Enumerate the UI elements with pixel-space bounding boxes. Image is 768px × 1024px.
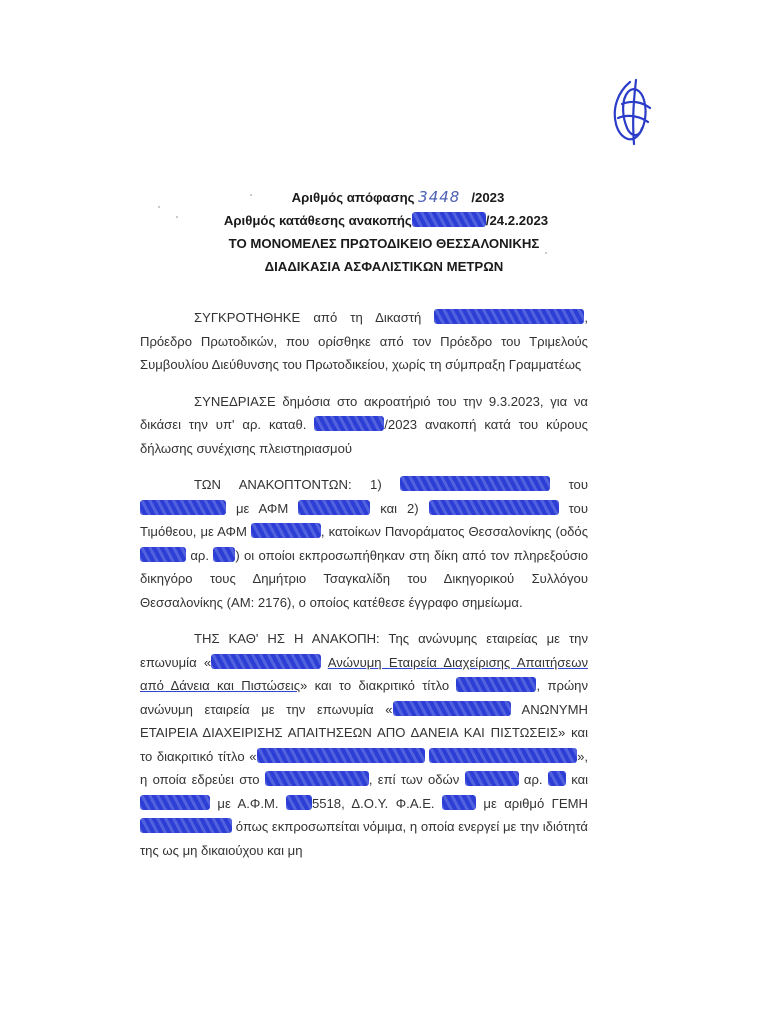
redaction (213, 547, 235, 562)
document-body (140, 306, 588, 875)
decision-label: Αριθμός απόφασης (291, 190, 415, 205)
redaction (211, 654, 321, 669)
redaction (140, 818, 232, 833)
redaction (393, 701, 511, 716)
redaction (412, 212, 486, 227)
redaction (429, 500, 559, 515)
redaction (251, 523, 321, 538)
redaction (429, 748, 577, 763)
redaction (298, 500, 370, 515)
redaction (434, 309, 584, 324)
decision-number: 3448 (418, 188, 461, 206)
redaction (442, 795, 476, 810)
redaction (265, 771, 369, 786)
paragraph-composition: ΣΥΓΚΡΟΤΗΘΗΚΕ από τη Δικαστή , Πρόεδρο Πρωτοδικών, που ορίσθηκε από τον Πρόεδρο του Τριμελούς Συμβουλίου Διεύθυνσης του Πρωτοδικείου, χωρίς τη σύμπραξη Γραμματέως (140, 310, 589, 372)
redaction (257, 748, 425, 763)
procedure-title: ΔΙΑΔΙΚΑΣΙΑ ΑΣΦΑΛΙΣΤΙΚΩΝ ΜΕΤΡΩΝ (264, 259, 504, 274)
redaction (140, 500, 226, 515)
filing-label: Αριθμός κατάθεσης ανακοπής (223, 213, 412, 228)
redaction (314, 416, 384, 431)
court-title: ΤΟ ΜΟΝΟΜΕΛΕΣ ΠΡΩΤΟΔΙΚΕΙΟ ΘΕΣΣΑΛΟΝΙΚΗΣ (228, 236, 540, 251)
redaction (465, 771, 519, 786)
filing-number-line (0, 209, 768, 232)
redaction (140, 547, 186, 562)
paragraph-session: ΣΥΝΕΔΡΙΑΣΕ δημόσια στο ακροατήριό του την 9.3.2023, για να δικάσει την υπ' αρ. καταθ. /2023 ανακοπή κατά του κύρους δήλωσης συνέχισης πλειστηριασμού (140, 393, 588, 456)
handwritten-signature (608, 78, 656, 146)
paragraph-appellants: ΤΩΝ ΑΝΑΚΟΠΤΟΝΤΩΝ: 1) του με ΑΦΜ και 2) του Τιμόθεου, με ΑΦΜ , κατοίκων Πανοράματος Θεσσαλονίκης (οδός αρ. ) οι οποίοι εκπροσωπήθηκαν στη δίκη από τον πληρεξούσιο δικηγόρο τους Δημήτριο Τσαγκαλίδη του Δικηγορικού Συλλόγου Θεσσαλονίκης (ΑΜ: 2176), ο οποίος κατέθεσε έγγραφο σημείωμα. (140, 477, 589, 610)
redaction (548, 771, 566, 786)
paragraph-respondent: ΤΗΣ ΚΑΘ' ΗΣ Η ΑΝΑΚΟΠΗ: Της ανώνυμης εταιρείας με την επωνυμία « Ανώνυμη Εταιρεία Διαχείρισης Απαιτήσεων από Δάνεια και Πιστώσεις» και το διακριτικό τίτλο , πρώην ανώνυμη εταιρεία με την επωνυμία « ΑΝΩΝΥΜΗ ΕΤΑΙΡΕΙΑ ΔΙΑΧΕΙΡΙΣΗΣ ΑΠΑΙΤΗΣΕΩΝ ΑΠΟ ΔΑΝΕΙΑ ΚΑΙ ΠΙΣΤΩΣΕΙΣ» και το διακριτικό τίτλο « », η οποία εδρεύει στο , επί των οδών αρ. και με Α.Φ.Μ. 5518, Δ.Ο.Υ. Φ.Α.Ε. με αριθμό ΓΕΜΗ όπως εκπροσωπείται νόμιμα, η οποία ενεργεί με την ιδιότητά της ως μη δικαιούχου και μη (140, 631, 589, 858)
document-header (0, 186, 768, 278)
redaction (456, 677, 536, 692)
redaction (140, 795, 210, 810)
filing-date: /24.2.2023 (485, 213, 549, 228)
decision-year: /2023 (471, 190, 505, 205)
decision-number-line (0, 186, 768, 209)
redaction (286, 795, 312, 810)
redaction (400, 476, 550, 491)
